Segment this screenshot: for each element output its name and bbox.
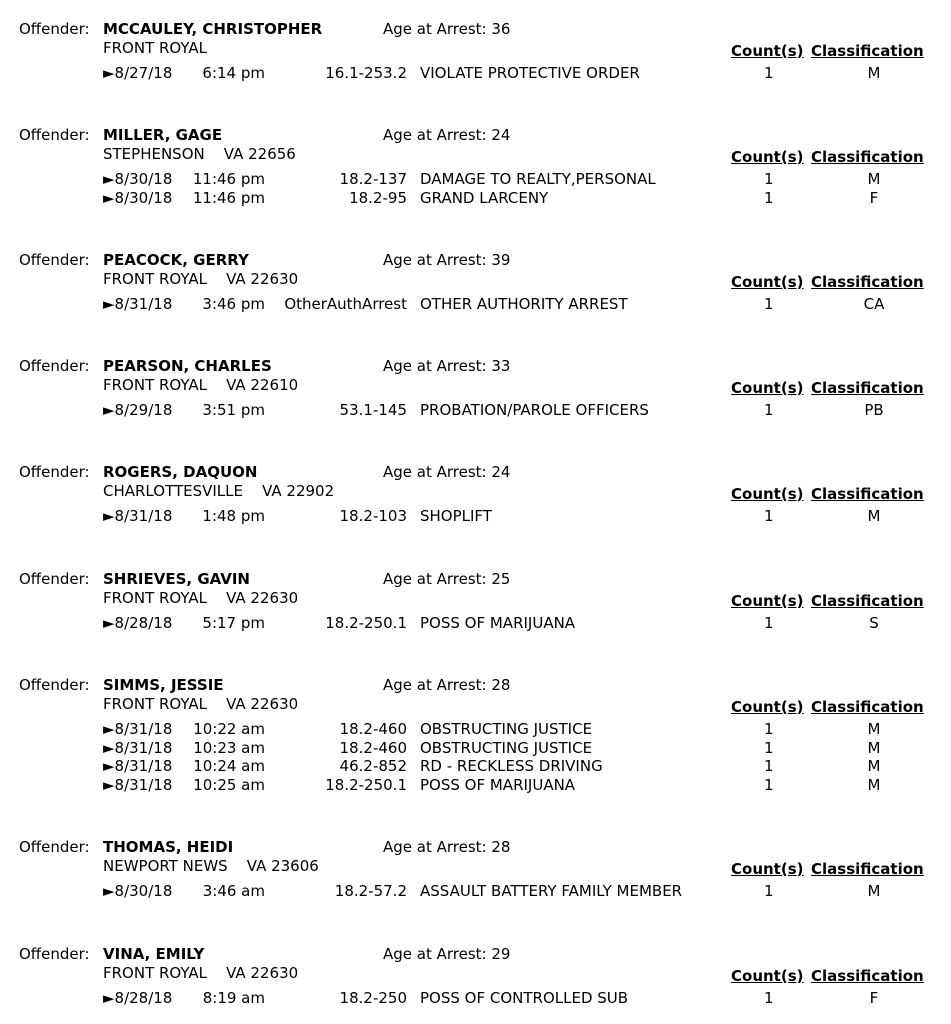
offender-address: STEPHENSON VA 22656 <box>103 145 296 163</box>
classification-header: Classification <box>811 592 924 610</box>
charge-classification: M <box>867 720 881 738</box>
charge-date: ►8/31/18 <box>103 295 173 313</box>
offender-address: FRONT ROYAL VA 22610 <box>103 376 299 394</box>
count-header: Count(s) <box>731 148 804 166</box>
offender-address: FRONT ROYAL VA 22630 <box>103 589 299 607</box>
charge-row <box>0 64 951 83</box>
charge-date: ►8/28/18 <box>103 989 173 1007</box>
charge-code: 53.1-145 <box>339 401 407 419</box>
charge-classification: CA <box>863 295 885 313</box>
count-header: Count(s) <box>731 698 804 716</box>
age-at-arrest <box>383 838 510 856</box>
age-value: 36 <box>491 20 511 38</box>
age-value: 24 <box>491 126 511 144</box>
offender-label: Offender: <box>19 463 90 481</box>
offender-name: ROGERS, DAQUON <box>103 463 258 481</box>
classification-header: Classification <box>811 379 924 397</box>
charge-classification: PB <box>864 401 884 419</box>
offender-name: SIMMS, JESSIE <box>103 676 224 694</box>
charge-count: 1 <box>764 738 774 757</box>
charge-time: 10:22 am <box>193 720 265 738</box>
classification-header: Classification <box>811 42 924 60</box>
age-value: 24 <box>491 463 511 481</box>
charge-time: 5:17 pm <box>202 614 265 632</box>
charge-classification: M <box>867 170 881 188</box>
offender-address: FRONT ROYAL VA 22630 <box>103 270 299 288</box>
age-at-arrest <box>383 676 510 694</box>
age-at-arrest <box>383 570 510 588</box>
charge-time: 11:46 pm <box>192 188 265 207</box>
charge-date: ►8/31/18 <box>103 720 173 738</box>
charge-time: 1:48 pm <box>202 507 265 525</box>
charge-count: 1 <box>764 775 774 794</box>
offender-label: Offender: <box>19 945 90 963</box>
charge-classification: M <box>867 738 881 757</box>
charge-classification: M <box>867 507 881 525</box>
charge-count: 1 <box>764 882 774 900</box>
charge-description: VIOLATE PROTECTIVE ORDER <box>420 64 640 82</box>
age-value: 29 <box>491 945 511 963</box>
charge-date: ►8/31/18 <box>103 738 173 757</box>
count-header: Count(s) <box>731 379 804 397</box>
offender-name: VINA, EMILY <box>103 945 205 963</box>
charge-code: 18.2-57.2 <box>334 882 407 900</box>
age-label: Age at Arrest: <box>383 463 487 481</box>
charge-description: RD - RECKLESS DRIVING <box>420 757 603 775</box>
charge-description: OTHER AUTHORITY ARREST <box>420 295 628 313</box>
age-value: 28 <box>491 838 511 856</box>
charge-date: ►8/30/18 <box>103 170 173 188</box>
classification-header: Classification <box>811 148 924 166</box>
age-label: Age at Arrest: <box>383 126 487 144</box>
age-label: Age at Arrest: <box>383 251 487 269</box>
classification-header: Classification <box>811 485 924 503</box>
charge-code: 18.2-137 <box>339 170 407 188</box>
classification-header: Classification <box>811 860 924 878</box>
charge-time: 6:14 pm <box>202 64 265 82</box>
charge-time: 3:46 am <box>202 882 265 900</box>
charge-date: ►8/29/18 <box>103 401 173 419</box>
charge-time: 10:25 am <box>193 775 265 794</box>
charge-code: 18.2-95 <box>349 188 407 207</box>
charge-description: OBSTRUCTING JUSTICE <box>420 738 593 757</box>
charge-count: 1 <box>764 170 774 188</box>
charge-description: POSS OF MARIJUANA <box>420 775 576 794</box>
classification-header: Classification <box>811 967 924 985</box>
charge-date: ►8/30/18 <box>103 188 173 207</box>
offender-label: Offender: <box>19 357 90 375</box>
age-value: 39 <box>491 251 511 269</box>
charge-classification: M <box>867 882 881 900</box>
charge-description: POSS OF CONTROLLED SUB <box>420 989 629 1007</box>
age-at-arrest <box>383 126 510 144</box>
charge-row <box>0 401 951 420</box>
offender-label: Offender: <box>19 126 90 144</box>
charge-description: SHOPLIFT <box>420 507 492 525</box>
offender-name: PEACOCK, GERRY <box>103 251 249 269</box>
charge-row <box>0 720 951 739</box>
offender-label: Offender: <box>19 570 90 588</box>
charge-description: GRAND LARCENY <box>420 188 549 207</box>
charge-time: 3:46 pm <box>202 295 265 313</box>
charge-classification: M <box>867 64 881 82</box>
charge-time: 10:23 am <box>193 738 265 757</box>
charge-time: 8:19 am <box>202 989 265 1007</box>
charge-code: 46.2-852 <box>339 757 407 775</box>
offender-address: FRONT ROYAL <box>103 39 208 57</box>
charge-count: 1 <box>764 295 774 313</box>
classification-header: Classification <box>811 273 924 291</box>
charge-row <box>0 989 951 1008</box>
age-at-arrest <box>383 251 510 269</box>
age-label: Age at Arrest: <box>383 838 487 856</box>
charge-description: POSS OF MARIJUANA <box>420 614 576 632</box>
charge-time: 11:46 pm <box>192 170 265 188</box>
count-header: Count(s) <box>731 42 804 60</box>
charge-classification: M <box>867 775 881 794</box>
charge-row <box>0 170 951 189</box>
charge-date: ►8/30/18 <box>103 882 173 900</box>
offender-address: NEWPORT NEWS VA 23606 <box>103 857 319 875</box>
age-at-arrest <box>383 357 510 375</box>
offender-name: MCCAULEY, CHRISTOPHER <box>103 20 323 38</box>
age-label: Age at Arrest: <box>383 676 487 694</box>
charge-row <box>0 882 951 901</box>
charge-date: ►8/28/18 <box>103 614 173 632</box>
offender-name: MILLER, GAGE <box>103 126 223 144</box>
charge-code: 18.2-460 <box>339 738 407 757</box>
offender-name: THOMAS, HEIDI <box>103 838 234 856</box>
charge-row <box>0 295 951 314</box>
age-value: 25 <box>491 570 511 588</box>
charge-count: 1 <box>764 401 774 419</box>
age-label: Age at Arrest: <box>383 945 487 963</box>
count-header: Count(s) <box>731 485 804 503</box>
age-at-arrest <box>383 20 510 38</box>
charge-count: 1 <box>764 64 774 82</box>
count-header: Count(s) <box>731 273 804 291</box>
charge-date: ►8/31/18 <box>103 775 173 794</box>
charge-row <box>0 776 951 795</box>
charge-count: 1 <box>764 614 774 632</box>
charge-code: 16.1-253.2 <box>325 64 407 82</box>
age-label: Age at Arrest: <box>383 20 487 38</box>
offender-address: FRONT ROYAL VA 22630 <box>103 964 299 982</box>
charge-code: 18.2-460 <box>339 720 407 738</box>
age-at-arrest <box>383 463 510 481</box>
charge-classification: F <box>869 188 879 207</box>
charge-code: 18.2-103 <box>339 507 407 525</box>
age-label: Age at Arrest: <box>383 570 487 588</box>
offender-label: Offender: <box>19 838 90 856</box>
charge-date: ►8/31/18 <box>103 757 173 775</box>
charge-time: 10:24 am <box>193 757 265 775</box>
charge-code: 18.2-250.1 <box>325 614 407 632</box>
charge-row <box>0 614 951 633</box>
charge-code: OtherAuthArrest <box>284 295 407 313</box>
charge-row <box>0 507 951 526</box>
classification-header: Classification <box>811 698 924 716</box>
age-value: 33 <box>491 357 511 375</box>
charge-description: DAMAGE TO REALTY,PERSONAL <box>420 170 656 188</box>
count-header: Count(s) <box>731 967 804 985</box>
charge-description: ASSAULT BATTERY FAMILY MEMBER <box>420 882 683 900</box>
offender-name: PEARSON, CHARLES <box>103 357 272 375</box>
offender-address: FRONT ROYAL VA 22630 <box>103 695 299 713</box>
charge-code: 18.2-250.1 <box>325 775 407 794</box>
charge-code: 18.2-250 <box>339 989 407 1007</box>
charge-description: OBSTRUCTING JUSTICE <box>420 720 593 738</box>
charge-date: ►8/27/18 <box>103 64 173 82</box>
charge-classification: S <box>869 614 879 632</box>
charge-count: 1 <box>764 720 774 738</box>
charge-count: 1 <box>764 507 774 525</box>
offender-label: Offender: <box>19 20 90 38</box>
charge-row <box>0 757 951 776</box>
age-value: 28 <box>491 676 511 694</box>
count-header: Count(s) <box>731 592 804 610</box>
offender-label: Offender: <box>19 676 90 694</box>
charge-row <box>0 189 951 208</box>
age-at-arrest <box>383 945 510 963</box>
offender-name: SHRIEVES, GAVIN <box>103 570 250 588</box>
charge-count: 1 <box>764 757 774 775</box>
charge-date: ►8/31/18 <box>103 507 173 525</box>
offender-address: CHARLOTTESVILLE VA 22902 <box>103 482 335 500</box>
charge-description: PROBATION/PAROLE OFFICERS <box>420 401 649 419</box>
age-label: Age at Arrest: <box>383 357 487 375</box>
charge-classification: M <box>867 757 881 775</box>
charge-count: 1 <box>764 188 774 207</box>
charge-row <box>0 739 951 758</box>
offender-label: Offender: <box>19 251 90 269</box>
charge-time: 3:51 pm <box>202 401 265 419</box>
charge-classification: F <box>869 989 879 1007</box>
count-header: Count(s) <box>731 860 804 878</box>
charge-count: 1 <box>764 989 774 1007</box>
